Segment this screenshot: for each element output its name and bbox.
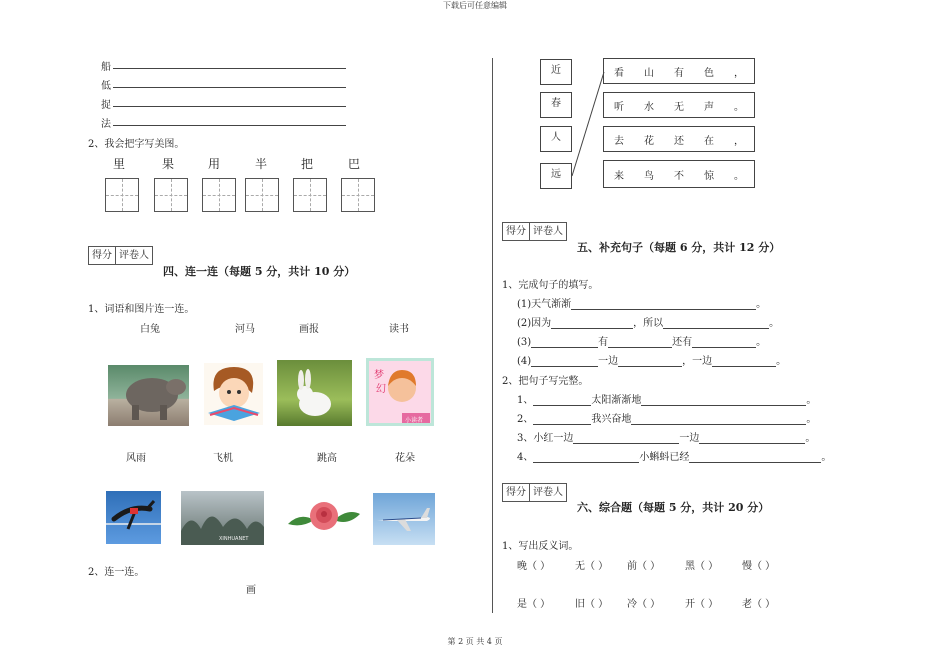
- write-line-label: 船: [101, 62, 111, 73]
- poem-char: 。: [734, 170, 744, 182]
- write-line[interactable]: [113, 68, 346, 69]
- question-label: 1、词语和图片连一连。: [88, 304, 195, 315]
- writing-grid-box[interactable]: [105, 178, 139, 212]
- poem-char: ，: [734, 135, 744, 147]
- fill-blank[interactable]: [531, 366, 598, 367]
- girl-reading-image: [204, 363, 263, 425]
- antonym-item[interactable]: 冷（ ）: [627, 599, 661, 610]
- fill-blank[interactable]: [712, 366, 776, 367]
- fill-blank[interactable]: [641, 405, 806, 406]
- svg-text:幻: 幻: [376, 384, 386, 395]
- antonym-item[interactable]: 慢（ ）: [742, 561, 776, 572]
- fill-blank[interactable]: [571, 309, 756, 310]
- grid-char: 半: [255, 157, 268, 171]
- poem-left-box[interactable]: 远: [540, 163, 572, 189]
- poem-char: ，: [734, 67, 744, 79]
- question-label: 2、连一连。: [88, 567, 145, 578]
- word-label: 花朵: [395, 453, 415, 464]
- grader-label: 评卷人: [119, 250, 149, 261]
- write-line-label: 法: [101, 119, 111, 130]
- writing-grid-box[interactable]: [293, 178, 327, 212]
- poem-char: 山: [644, 67, 654, 79]
- score-box: [502, 222, 567, 241]
- rose-image: [286, 494, 362, 542]
- word-label: 飞机: [213, 453, 233, 464]
- write-line[interactable]: [113, 106, 346, 107]
- poem-char: 去: [614, 135, 624, 147]
- fill-blank[interactable]: [573, 443, 679, 444]
- antonym-item[interactable]: 晚（ ）: [517, 561, 551, 572]
- fill-blank[interactable]: [533, 462, 639, 463]
- rabbit-image: [277, 360, 352, 426]
- word-label: 读书: [389, 324, 409, 335]
- sentence-complete: 3、小红一边 一边 。: [517, 433, 816, 444]
- poem-left-box[interactable]: 春: [540, 92, 572, 118]
- poem-char: 来: [614, 170, 624, 182]
- writing-grid-box[interactable]: [341, 178, 375, 212]
- connecting-line: [570, 70, 606, 180]
- poem-char: 声: [704, 101, 714, 113]
- sentence-complete: 1、 太阳渐渐地 。: [517, 395, 817, 406]
- score-label: 得分: [503, 223, 530, 240]
- column-divider: [492, 58, 493, 613]
- wind-rain-image: [181, 491, 264, 545]
- high-jump-image: [106, 491, 161, 544]
- question-label: 2、把句子写完整。: [502, 376, 589, 387]
- grid-char: 巴: [348, 157, 361, 171]
- poem-char: 还: [674, 135, 684, 147]
- antonym-item[interactable]: 开（ ）: [685, 599, 719, 610]
- antonym-item[interactable]: 是（ ）: [517, 599, 551, 610]
- fill-blank[interactable]: [608, 347, 672, 348]
- poem-char: 色: [704, 67, 714, 79]
- fill-blank[interactable]: [692, 347, 756, 348]
- grader-label: 评卷人: [533, 226, 563, 237]
- antonym-item[interactable]: 前（ ）: [627, 561, 661, 572]
- question-label: 1、写出反义词。: [502, 541, 579, 552]
- question-label: 1、完成句子的填写。: [502, 280, 599, 291]
- word-label: 白兔: [140, 324, 160, 335]
- grid-char: 把: [301, 157, 314, 171]
- poem-char: 鸟: [644, 170, 654, 182]
- sentence-fill: (4) 一边 ，一边 。: [517, 356, 787, 367]
- fill-blank[interactable]: [663, 328, 769, 329]
- fill-blank[interactable]: [689, 462, 821, 463]
- poem-char: 花: [644, 135, 654, 147]
- fill-blank[interactable]: [618, 366, 682, 367]
- poem-row-box[interactable]: [603, 160, 755, 188]
- poem-char: 听: [614, 101, 624, 113]
- grid-char: 里: [113, 157, 126, 171]
- question-label: 2、我会把字写美图。: [88, 139, 185, 150]
- fill-blank[interactable]: [699, 443, 805, 444]
- writing-grid-box[interactable]: [202, 178, 236, 212]
- fill-blank[interactable]: [551, 328, 633, 329]
- poem-row-box[interactable]: [603, 92, 755, 118]
- page-footer: 第 2 页 共 4 页: [447, 637, 503, 646]
- antonym-item[interactable]: 无（ ）: [575, 561, 609, 572]
- antonym-item[interactable]: 旧（ ）: [575, 599, 609, 610]
- sentence-complete: 4、 小蝌蚪已经 。: [517, 452, 832, 463]
- poem-char: 有: [674, 67, 684, 79]
- sentence-fill: (3) 有 还有 。: [517, 337, 767, 348]
- poem-left-box[interactable]: 人: [540, 126, 572, 152]
- poem-char: 无: [674, 101, 684, 113]
- svg-text:梦: 梦: [374, 370, 384, 381]
- sentence-complete: 2、 我兴奋地 。: [517, 414, 817, 425]
- writing-grid-box[interactable]: [154, 178, 188, 212]
- poem-row-box[interactable]: [603, 126, 755, 152]
- score-box: [88, 246, 153, 265]
- poem-char: 水: [644, 101, 654, 113]
- section-title: 四、连一连（每题 5 分，共计 10 分）: [163, 265, 356, 278]
- section-title: 六、综合题（每题 5 分，共计 20 分）: [577, 501, 770, 514]
- fill-blank[interactable]: [631, 424, 806, 425]
- word-label: 画报: [299, 324, 319, 335]
- hippo-image: [108, 365, 189, 426]
- antonym-item[interactable]: 黑（ ）: [685, 561, 719, 572]
- write-line[interactable]: [113, 125, 346, 126]
- poem-char: 。: [734, 101, 744, 113]
- poem-left-box[interactable]: 近: [540, 59, 572, 85]
- fill-blank[interactable]: [531, 347, 598, 348]
- write-line-label: 捉: [101, 100, 111, 111]
- sentence-fill: (2)因为 ，所以 。: [517, 318, 780, 329]
- writing-grid-box[interactable]: [245, 178, 279, 212]
- connect-char: 画: [246, 585, 256, 596]
- grid-char: 用: [208, 157, 221, 171]
- poem-char: 惊: [704, 170, 714, 182]
- section-title: 五、补充句子（每题 6 分，共计 12 分）: [577, 241, 781, 254]
- poem-char: 不: [674, 170, 684, 182]
- fill-blank[interactable]: [533, 405, 591, 406]
- poem-row-box[interactable]: [603, 58, 755, 84]
- sentence-fill: (1)天气渐渐 。: [517, 299, 767, 310]
- word-label: 跳高: [317, 453, 337, 464]
- picture-book-caption: 小读者: [405, 417, 424, 424]
- page-header: 下载后可任意编辑: [443, 1, 507, 10]
- write-line[interactable]: [113, 87, 346, 88]
- word-label: 河马: [235, 324, 255, 335]
- poem-char: 看: [614, 67, 624, 79]
- airplane-image: [373, 493, 435, 545]
- word-label: 风雨: [126, 453, 146, 464]
- score-label: 得分: [503, 484, 530, 501]
- antonym-item[interactable]: 老（ ）: [742, 599, 776, 610]
- grid-char: 果: [162, 157, 175, 171]
- score-label: 得分: [89, 247, 116, 264]
- poem-char: 在: [704, 135, 714, 147]
- picture-book-image: [366, 358, 434, 426]
- grader-label: 评卷人: [533, 487, 563, 498]
- score-box: [502, 483, 567, 502]
- fill-blank[interactable]: [533, 424, 591, 425]
- watermark-text: XINHUANET: [219, 536, 249, 542]
- write-line-label: 低: [101, 81, 111, 92]
